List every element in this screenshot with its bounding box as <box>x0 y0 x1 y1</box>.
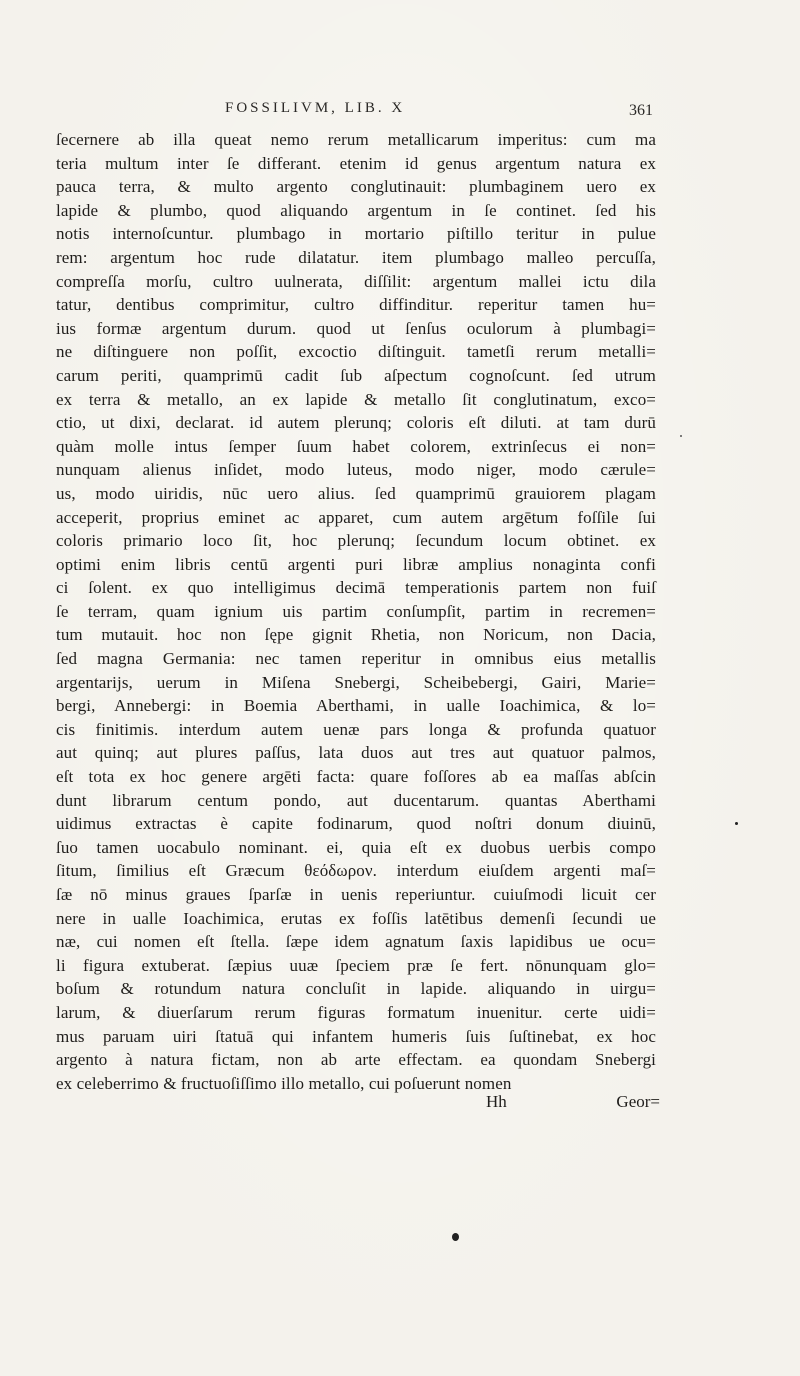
text-line: nere in ualle Ioachimica, erutas ex foſſis latētibus demenſi ſecundi ue <box>56 908 656 928</box>
text-line: ſed magna Germania: nec tamen reperitur in omnibus eius metallis <box>56 649 656 669</box>
body-text <box>56 128 656 1095</box>
margin-ink-speck <box>735 822 738 825</box>
text-line: acceperit, proprius eminet ac apparet, cum autem argētum foſſile ſui <box>56 507 656 527</box>
text-line: aut quinq; aut plures paſſus, lata duos aut tres aut quatuor palmos, <box>56 743 656 763</box>
text-line: optimi enim libris centū argenti puri libræ amplius nonaginta confi <box>56 554 656 574</box>
signature-mark: Hh <box>486 1092 507 1111</box>
text-line: lapide & plumbo, quod aliquando argentum in ſe continet. ſed his <box>56 200 656 220</box>
running-head-title: FOSSILIVM, LIB. X <box>225 100 406 116</box>
text-line: ſe terram, quam ignium uis partim conſumpſit, partim in recremen= <box>56 601 656 621</box>
text-line: ſæ nō minus graues ſparſæ in uenis reperiuntur. cuiuſmodi licuit cer <box>56 885 656 904</box>
text-line: ſuo tamen uocabulo nominant. ei, quia eſt ex duobus uerbis compo <box>56 837 656 857</box>
text-line: carum periti, quamprimū cadit ſub aſpectum cognoſcunt. ſed utrum <box>56 365 656 385</box>
text-line: teria multum inter ſe differant. etenim id genus argentum natura ex <box>56 153 656 173</box>
text-line: notis internoſcuntur. plumbago in mortario piſtillo teritur in pulue <box>56 224 656 244</box>
bottom-ink-dot <box>452 1233 459 1241</box>
text-line: uidimus extractas è capite fodinarum, quod noſtri donum diuinū, <box>56 814 656 834</box>
text-line: cis finitimis. interdum autem uenæ pars longa & profunda quatuor <box>56 719 656 739</box>
margin-ink-speck <box>680 435 682 437</box>
text-line: li figura extuberat. ſæpius uuæ ſpeciem præ ſe fert. nōnunquam glo= <box>56 955 656 975</box>
text-line: ex celeberrimo & fructuoſiſſimo illo metallo, cui poſuerunt nomen <box>56 1073 512 1093</box>
text-line: compreſſa morſu, cultro uulnerata, diſſilit: argentum mallei ictu dila <box>56 271 656 291</box>
text-line: eſt tota ex hoc genere argēti facta: quare foſſores ab ea maſſas abſcin <box>56 767 656 787</box>
text-line: dunt librarum centum pondo, aut ducentarum. quantas Aberthami <box>56 790 656 810</box>
page-number: 361 <box>629 102 653 119</box>
text-line: coloris primario loco ſit, hoc plerunq; ſecundum locum obtinet. ex <box>56 531 656 551</box>
running-head <box>225 100 675 124</box>
text-line: ci ſolent. ex quo intelligimus decimā temperationis partem non fuiſ <box>56 578 656 598</box>
text-line: ne diſtinguere non poſſit, excoctio diſtinguit. tametſi rerum metalli= <box>56 342 656 362</box>
text-line: larum, & diuerſarum rerum figuras formatum inuenitur. certe uidi= <box>56 1002 656 1022</box>
text-line: bergi, Annebergi: in Boemia Aberthami, in ualle Ioachimica, & lo= <box>56 696 656 716</box>
text-line: boſum & rotundum natura concluſit in lapide. aliquando in uirgu= <box>56 979 656 999</box>
text-line: quàm molle intus ſemper ſuum habet colorem, extrinſecus ei non= <box>56 436 656 456</box>
text-line: ſitum, ſimilius eſt Græcum θεόδωρον. interdum eiuſdem argenti maſ= <box>56 861 656 881</box>
text-line: mus paruam uiri ſtatuā qui infantem humeris ſuis ſuſtinebat, ex hoc <box>56 1026 656 1046</box>
text-line: argentarijs, uerum in Miſena Snebergi, Scheibebergi, Gairi, Marie= <box>56 672 656 692</box>
text-line: tum mutauit. hoc non ſępe gignit Rhetia, non Noricum, non Dacia, <box>56 625 656 645</box>
text-line: rem: argentum hoc rude dilatatur. item plumbago malleo percuſſa, <box>56 247 656 267</box>
text-line: pauca terra, & multo argento conglutinauit: plumbaginem uero ex <box>56 177 656 197</box>
text-line: us, modo uiridis, nūc uero alius. ſed quamprimū grauiorem plagam <box>56 483 656 503</box>
text-line: ex terra & metallo, an ex lapide & metallo ſit conglutinatum, exco= <box>56 389 656 409</box>
text-line: ctio, ut dixi, declarat. id autem plerunq; coloris eſt diluti. at tam durū <box>56 413 656 433</box>
text-line: tatur, dentibus comprimitur, cultro diffinditur. reperitur tamen hu= <box>56 295 656 315</box>
catchword: Geor= <box>616 1092 660 1111</box>
text-line: nunquam alienus inſidet, modo luteus, modo niger, modo cærule= <box>56 460 656 480</box>
text-line: ius formæ argentum durum. quod ut ſenſus oculorum à plumbagi= <box>56 318 656 338</box>
text-line: ſecernere ab illa queat nemo rerum metallicarum imperitus: cum ma <box>56 130 656 149</box>
text-line: næ, cui nomen eſt ſtella. ſæpe idem agnatum ſaxis lapidibus ue ocu= <box>56 932 656 952</box>
catchwords-line <box>480 1092 660 1116</box>
text-line: argento à natura fictam, non ab arte effectam. ea quondam Snebergi <box>56 1050 656 1070</box>
